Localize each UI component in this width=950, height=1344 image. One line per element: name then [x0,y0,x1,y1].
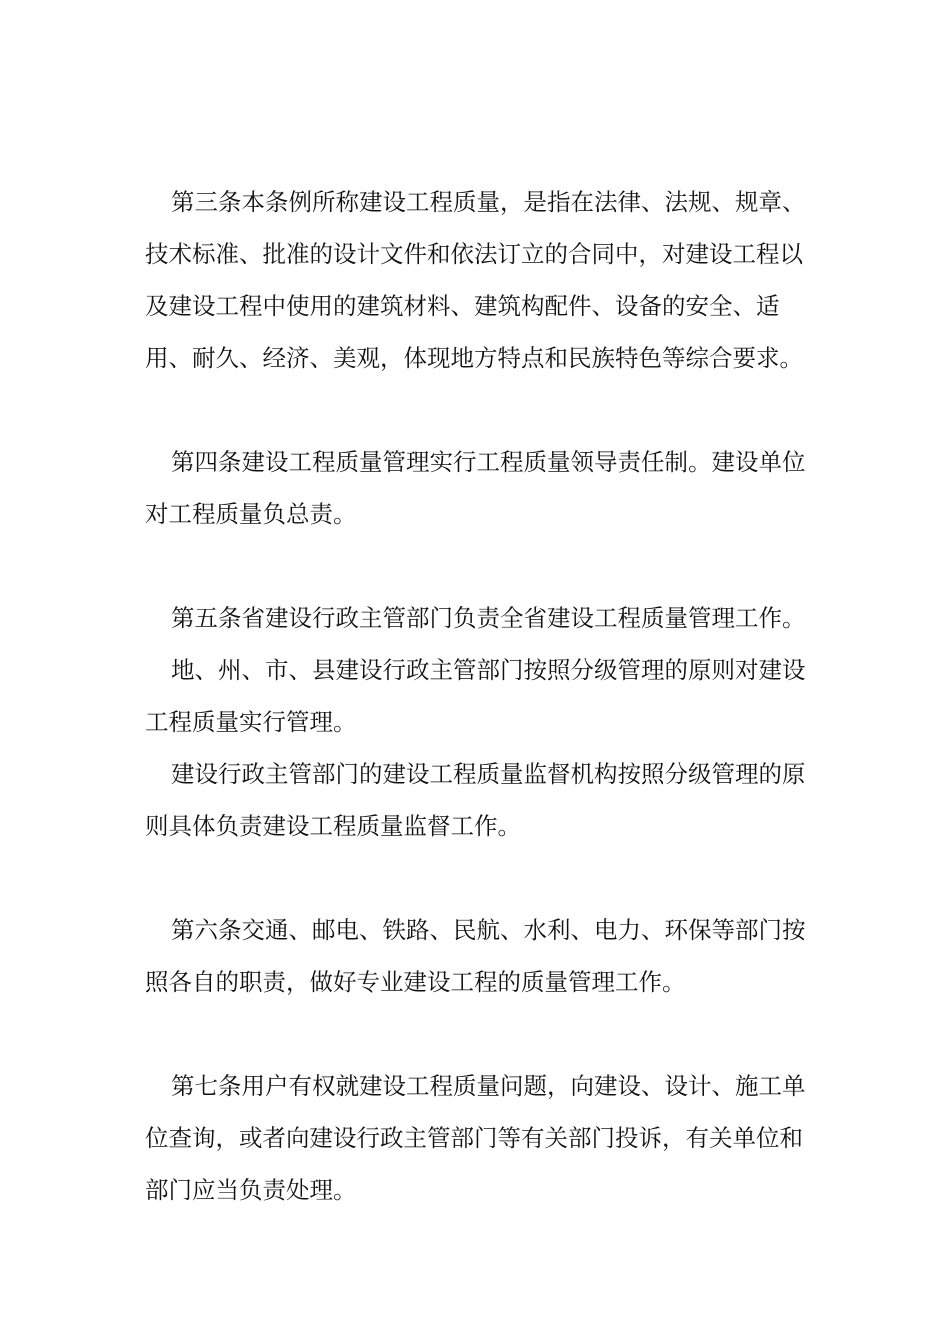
article-3-paragraph: 第三条本条例所称建设工程质量，是指在法律、法规、规章、技术标准、批准的设计文件和依法订立的合同中，对建设工程以及建设工程中使用的建筑材料、建筑构配件、设备的安全、适用、耐久、经济、美观，体现地方特点和民族特色等综合要求。 [145,188,806,372]
paragraph-gap [145,384,807,436]
document-body [145,176,807,1216]
article-5-paragraph-local: 地、州、市、县建设行政主管部门按照分级管理的原则对建设工程质量实行管理。 [145,656,806,736]
article-5-paragraph: 第五条省建设行政主管部门负责全省建设工程质量管理工作。 [171,604,806,632]
paragraph-gap [145,1008,807,1060]
paragraph-gap [145,540,807,592]
article-4-paragraph: 第四条建设工程质量管理实行工程质量领导责任制。建设单位对工程质量负总责。 [145,448,806,528]
article-6-paragraph: 第六条交通、邮电、铁路、民航、水利、电力、环保等部门按照各自的职责，做好专业建设工程的质量管理工作。 [145,916,806,996]
article-5-paragraph-supervision: 建设行政主管部门的建设工程质量监督机构按照分级管理的原则具体负责建设工程质量监督工作。 [145,760,806,840]
paragraph-gap [145,852,807,904]
article-7-paragraph: 第七条用户有权就建设工程质量问题，向建设、设计、施工单位查询，或者向建设行政主管部门等有关部门投诉，有关单位和部门应当负责处理。 [145,1072,806,1204]
